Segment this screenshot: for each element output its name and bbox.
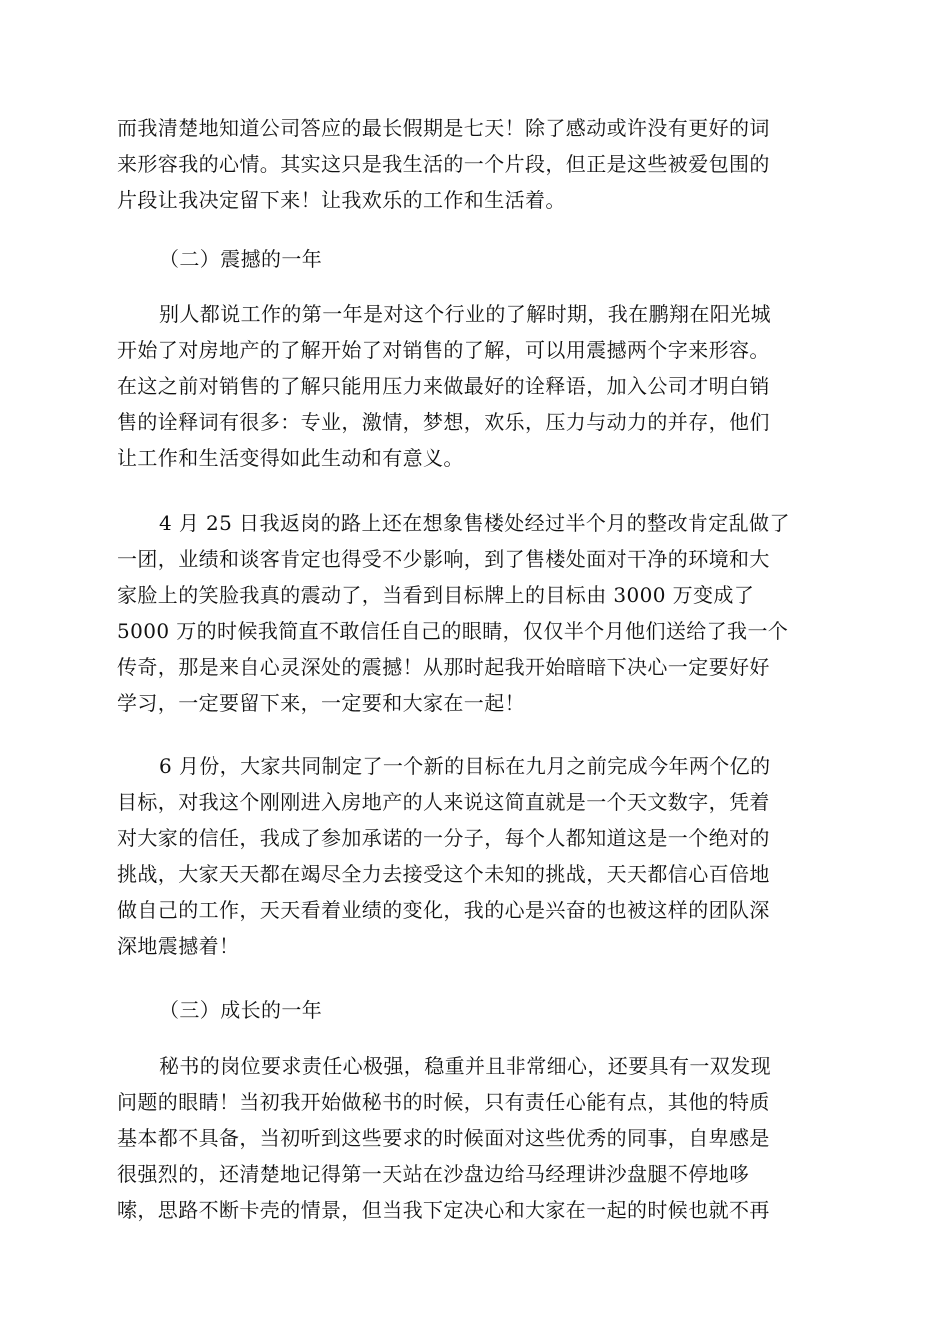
text-line: 学习，一定要留下来，一定要和大家在一起！ xyxy=(117,691,525,715)
paragraph-april xyxy=(117,505,835,721)
text-line: 问题的眼睛！当初我开始做秘书的时候，只有责任心能有点，其他的特质 xyxy=(117,1090,770,1114)
text-line: 做自己的工作，天天看着业绩的变化，我的心是兴奋的也被这样的团队深 xyxy=(117,898,770,922)
section-heading-2 xyxy=(117,241,835,277)
text-line: 秘书的岗位要求责任心极强，稳重并且非常细心，还要具有一双发现 xyxy=(159,1054,771,1078)
text-line: 售的诠释词有很多：专业，激情，梦想，欢乐，压力与动力的并存，他们 xyxy=(117,410,770,434)
paragraph-continuation xyxy=(117,110,835,218)
text-line: 一团，业绩和谈客肯定也得受不少影响，到了售楼处面对干净的环境和大 xyxy=(117,547,770,571)
heading-text: （三）成长的一年 xyxy=(159,998,323,1022)
text-line: 很强烈的，还清楚地记得第一天站在沙盘边给马经理讲沙盘腿不停地哆 xyxy=(117,1162,750,1186)
text-line: 5000 万的时候我简直不敢信任自己的眼睛，仅仅半个月他们送给了我一个 xyxy=(117,619,789,643)
text-line: 4 月 25 日我返岗的路上还在想象售楼处经过半个月的整改肯定乱做了 xyxy=(159,511,790,535)
heading-text: （二）震撼的一年 xyxy=(159,247,323,271)
text-line: 别人都说工作的第一年是对这个行业的了解时期，我在鹏翔在阳光城 xyxy=(159,302,771,326)
text-line: 目标，对我这个刚刚进入房地产的人来说这简直就是一个天文数字，凭着 xyxy=(117,790,770,814)
text-line: 开始了对房地产的了解开始了对销售的了解，可以用震撼两个字来形容。 xyxy=(117,338,770,362)
text-line: 传奇，那是来自心灵深处的震撼！从那时起我开始暗暗下决心一定要好好 xyxy=(117,655,770,679)
text-line: 挑战，大家天天都在竭尽全力去接受这个未知的挑战，天天都信心百倍地 xyxy=(117,862,770,886)
paragraph-june xyxy=(117,748,835,964)
text-line: 来形容我的心情。其实这只是我生活的一个片段，但正是这些被爱包围的 xyxy=(117,152,770,176)
text-line: 6 月份，大家共同制定了一个新的目标在九月之前完成今年两个亿的 xyxy=(159,754,771,778)
text-line: 深地震撼着！ xyxy=(117,934,240,958)
text-line: 而我清楚地知道公司答应的最长假期是七天！除了感动或许没有更好的词 xyxy=(117,116,770,140)
text-line: 在这之前对销售的了解只能用压力来做最好的诠释语，加入公司才明白销 xyxy=(117,374,770,398)
text-line: 基本都不具备，当初听到这些要求的时候面对这些优秀的同事，自卑感是 xyxy=(117,1126,770,1150)
paragraph-growth xyxy=(117,1048,835,1228)
text-line: 片段让我决定留下来！让我欢乐的工作和生活着。 xyxy=(117,188,566,212)
paragraph-shock xyxy=(117,296,835,476)
text-line: 嗦，思路不断卡壳的情景，但当我下定决心和大家在一起的时候也就不再 xyxy=(117,1198,770,1222)
text-line: 让工作和生活变得如此生动和有意义。 xyxy=(117,446,464,470)
text-line: 家脸上的笑脸我真的震动了，当看到目标牌上的目标由 3000 万变成了 xyxy=(117,583,755,607)
section-heading-3 xyxy=(117,992,835,1028)
text-line: 对大家的信任，我成了参加承诺的一分子，每个人都知道这是一个绝对的 xyxy=(117,826,770,850)
